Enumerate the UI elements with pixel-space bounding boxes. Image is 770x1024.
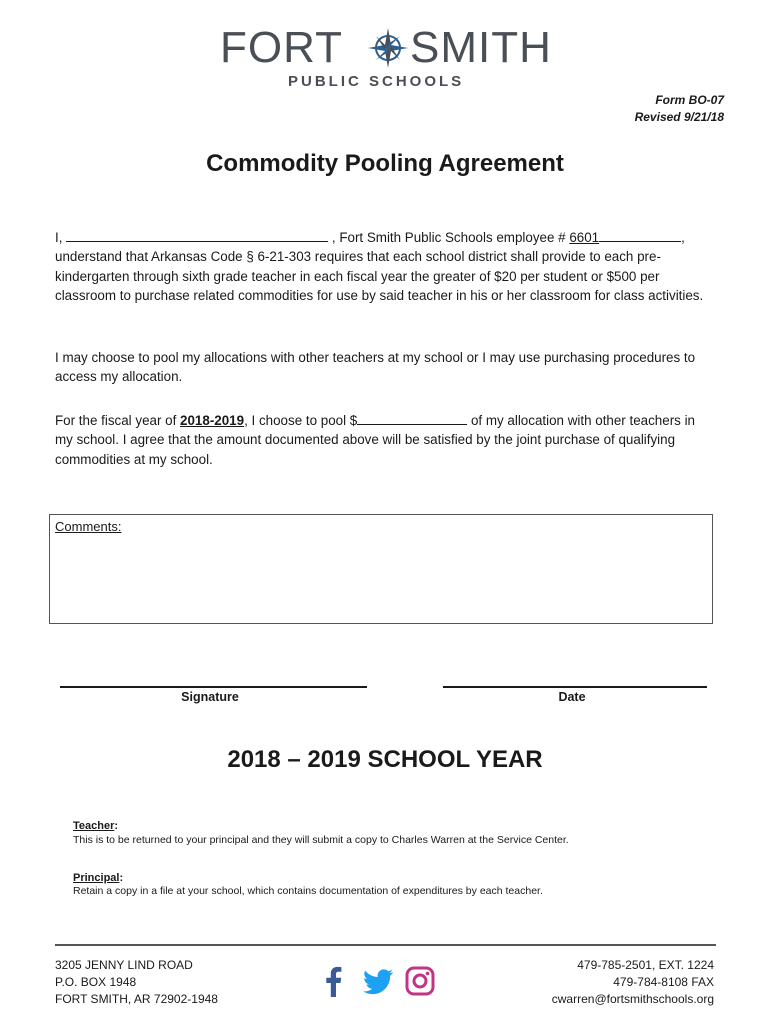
address-line-3: FORT SMITH, AR 72902-1948 (55, 992, 218, 1006)
form-number: Form BO-07 (655, 93, 724, 107)
teacher-note-heading (73, 820, 118, 832)
date-label: Date (558, 690, 586, 704)
document-title: Commodity Pooling Agreement (206, 150, 564, 177)
principal-heading-text: Principal (73, 872, 120, 884)
logo-subtitle: PUBLIC SCHOOLS (288, 73, 465, 90)
instagram-icon[interactable] (404, 965, 436, 997)
revision-date: Revised 9/21/18 (634, 110, 724, 124)
phone-number: 479-785-2501, EXT. 1224 (577, 958, 714, 972)
footer-contact (552, 957, 714, 1008)
agreement-paragraph (55, 228, 715, 305)
para3-start: For the fiscal year of (55, 413, 181, 428)
para1-start: I, (55, 230, 67, 245)
facebook-icon[interactable] (318, 965, 350, 997)
address-line-2: P.O. BOX 1948 (55, 975, 137, 989)
comments-label: Comments: (55, 519, 122, 534)
para1-end: , (681, 230, 685, 245)
address-line-1: 3205 JENNY LIND ROAD (55, 958, 193, 972)
comments-box[interactable] (49, 514, 713, 624)
employee-number-blank[interactable] (599, 228, 681, 242)
para3-end: of my allocation with other teachers in my school. I agree that the amount documented above will be satisfied by the joint purchase of qualifying commodities at my school. (55, 413, 695, 467)
employee-name-blank[interactable] (66, 228, 328, 242)
para1-body: understand that Arkansas Code § 6-21-303 requires that each school district shall provide to each pre-kindergarten through sixth grade teacher in each fiscal year the greater of $20 per student or $500 per classroom to purchase related commodities for use by said teacher in his or her classroom for class activities. (55, 249, 704, 303)
twitter-icon[interactable] (362, 965, 394, 997)
principal-note-text: Retain a copy in a file at your school, which contains documentation of expenditures by each teacher. (73, 885, 543, 897)
compass-icon (368, 28, 408, 68)
pool-amount-paragraph (55, 411, 715, 469)
form-reference (635, 92, 724, 126)
principal-heading-colon: : (119, 872, 124, 884)
teacher-heading-colon: : (114, 820, 119, 832)
para3-mid: , I choose to pool $ (244, 413, 358, 428)
school-year-title: 2018 – 2019 SCHOOL YEAR (227, 746, 543, 773)
fax-number: 479-784-8108 FAX (613, 975, 714, 989)
logo-word-fort: FORT (220, 23, 343, 72)
teacher-note-text: This is to be returned to your principal and they will submit a copy to Charles Warren at the Service Center. (73, 834, 569, 846)
principal-note-heading (73, 872, 123, 884)
fiscal-year: 2018-2019 (180, 413, 245, 428)
logo-word-smith: SMITH (410, 23, 552, 72)
footer-address (55, 957, 218, 1008)
footer-divider (55, 944, 716, 946)
pooling-option-paragraph: I may choose to pool my allocations with other teachers at my school or I may use purchasing procedures to access my allocation. (55, 350, 696, 385)
district-logo (220, 23, 552, 92)
employee-number: 6601 (569, 230, 600, 245)
para1-mid: , Fort Smith Public Schools employee # (328, 230, 570, 245)
date-line[interactable] (443, 686, 707, 688)
pool-amount-blank[interactable] (357, 411, 467, 425)
signature-label: Signature (181, 690, 239, 704)
teacher-heading-text: Teacher (73, 820, 115, 832)
email-address[interactable]: cwarren@fortsmithschools.org (551, 992, 714, 1006)
signature-line[interactable] (60, 686, 367, 688)
